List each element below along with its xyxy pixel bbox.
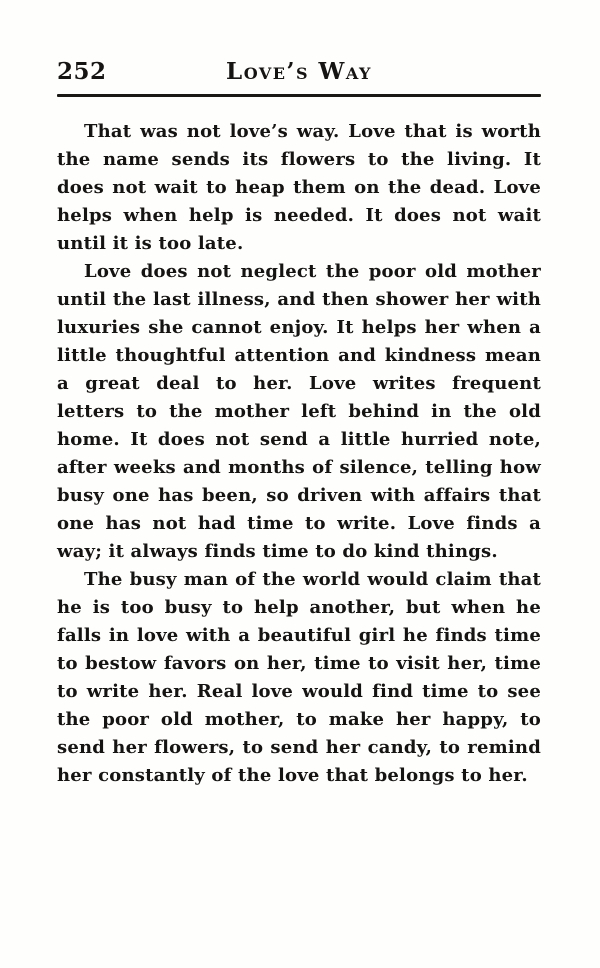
running-title: Love’s Way (226, 58, 372, 85)
header-rule-divider (57, 94, 541, 97)
page-number: 252 (57, 58, 107, 85)
page-body (57, 118, 541, 790)
page-header (57, 58, 541, 86)
paragraph: Love does not neglect the poor old mother until the last illness, and then shower her with luxuries she cannot enjoy. It helps her when a little thoughtful attention and kindness mean a great deal to her. Love writes frequent letters to the mother left behind in the old home. It does not send a little hurried note, after weeks and months of silence, telling how busy one has been, so driven with affairs that one has not had time to write. Love finds a way; it always finds time to do kind things. (57, 261, 541, 562)
paragraph: That was not love’s way. Love that is worth the name sends its flowers to the living. It does not wait to heap them on the dead. Love helps when help is needed. It does not wait until it is too late. (57, 121, 541, 254)
paragraph: The busy man of the world would claim that he is too busy to help another, but when he falls in love with a beautiful girl he finds time to bestow favors on her, time to visit her, time to write her. Real love would find time to see the poor old mother, to make her happy, to send her flowers, to send her candy, to remind her constantly of the love that belongs to her. (57, 569, 541, 786)
